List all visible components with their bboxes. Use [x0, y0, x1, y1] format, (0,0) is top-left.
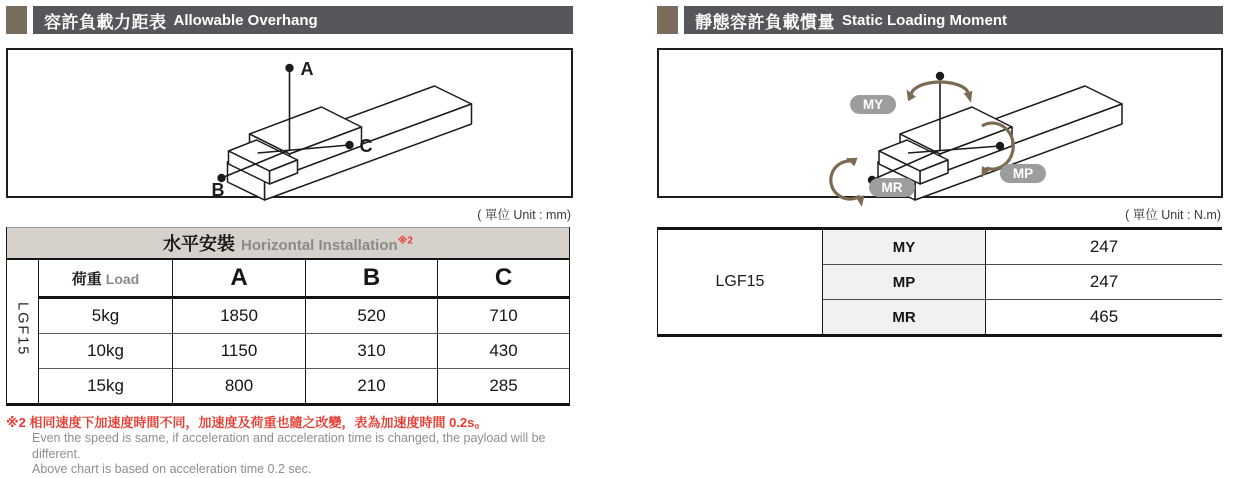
header-accent-square: [6, 6, 27, 34]
model-cell: LGF15: [658, 229, 823, 336]
moment-label-my: MY: [823, 229, 986, 265]
load-column-header: 荷重 Load: [39, 259, 173, 298]
value-c: 710: [438, 298, 570, 334]
model-label-vertical: LGF15: [14, 301, 31, 357]
value-c: 285: [438, 369, 570, 405]
axis-label-b: B: [211, 180, 225, 200]
load-cell: 10kg: [39, 334, 173, 369]
value-b: 520: [306, 298, 438, 334]
value-b: 210: [306, 369, 438, 405]
table-title-cell: [7, 228, 570, 260]
footnote: [6, 414, 573, 478]
table-title-en: Horizontal Installation: [241, 237, 398, 254]
moment-diagram-svg: [659, 50, 1221, 196]
moment-diagram: [657, 48, 1223, 198]
column-header-row: [7, 259, 570, 298]
value-b: 310: [306, 334, 438, 369]
table-row: [658, 229, 1223, 265]
value-a: 1850: [173, 298, 306, 334]
unit-label-nm: ( 單位 Unit : N.m): [1125, 208, 1221, 222]
overhang-section-header: [6, 6, 573, 34]
value-a: 800: [173, 369, 306, 405]
allowable-overhang-section: [6, 6, 573, 478]
overhang-diagram-svg: [8, 50, 571, 200]
footnote-en-2: Above chart is based on acceleration time 0.2 sec.: [32, 462, 312, 476]
axis-label-a: A: [300, 59, 314, 79]
value-c: 430: [438, 334, 570, 369]
footnote-zh: ※2 相同速度下加速度時間不同，加速度及荷重也隨之改變，表為加速度時間 0.2s。: [6, 415, 488, 430]
section-title-en: Static Loading Moment: [842, 11, 1007, 29]
moment-label-mr: MR: [823, 300, 986, 336]
header-title-bar: [33, 6, 573, 34]
table-title-zh: 水平安裝: [163, 234, 235, 254]
table-row: [7, 298, 570, 334]
table-row: [7, 334, 570, 369]
load-cell: 15kg: [39, 369, 173, 405]
section-title-zh: 容許負載力距表: [44, 12, 167, 32]
column-header-b: B: [306, 259, 438, 298]
footnote-en-1: Even the speed is same, if acceleration and acceleration time is changed, the payload will be different.: [32, 431, 546, 461]
overhang-diagram: [6, 48, 573, 198]
header-accent-square: [657, 6, 678, 34]
moment-value-mr: 465: [986, 300, 1223, 336]
load-cell: 5kg: [39, 298, 173, 334]
column-header-c: C: [438, 259, 570, 298]
badge-mr: MR: [881, 180, 903, 195]
model-cell: [7, 259, 39, 405]
unit-label-mm: ( 單位 Unit : mm): [477, 208, 571, 222]
axis-label-c: C: [359, 136, 373, 156]
footnote-ref: ※2: [397, 235, 413, 247]
table-title-row: [7, 228, 570, 260]
section-title-en: Allowable Overhang: [173, 11, 318, 29]
column-header-a: A: [173, 259, 306, 298]
section-title-zh: 靜態容許負載慣量: [695, 12, 835, 32]
static-moment-table: [657, 227, 1222, 337]
moment-section-header: [657, 6, 1223, 34]
table-row: [7, 369, 570, 405]
mr-rotation-arrow: [831, 161, 860, 199]
moment-value-mp: 247: [986, 265, 1223, 300]
header-title-bar: [684, 6, 1223, 34]
static-loading-moment-section: [657, 6, 1223, 337]
moment-label-mp: MP: [823, 265, 986, 300]
horizontal-installation-table: [6, 227, 570, 406]
value-a: 1150: [173, 334, 306, 369]
badge-mp: MP: [1012, 166, 1034, 181]
moment-value-my: 247: [986, 229, 1223, 265]
badge-my: MY: [862, 97, 884, 112]
